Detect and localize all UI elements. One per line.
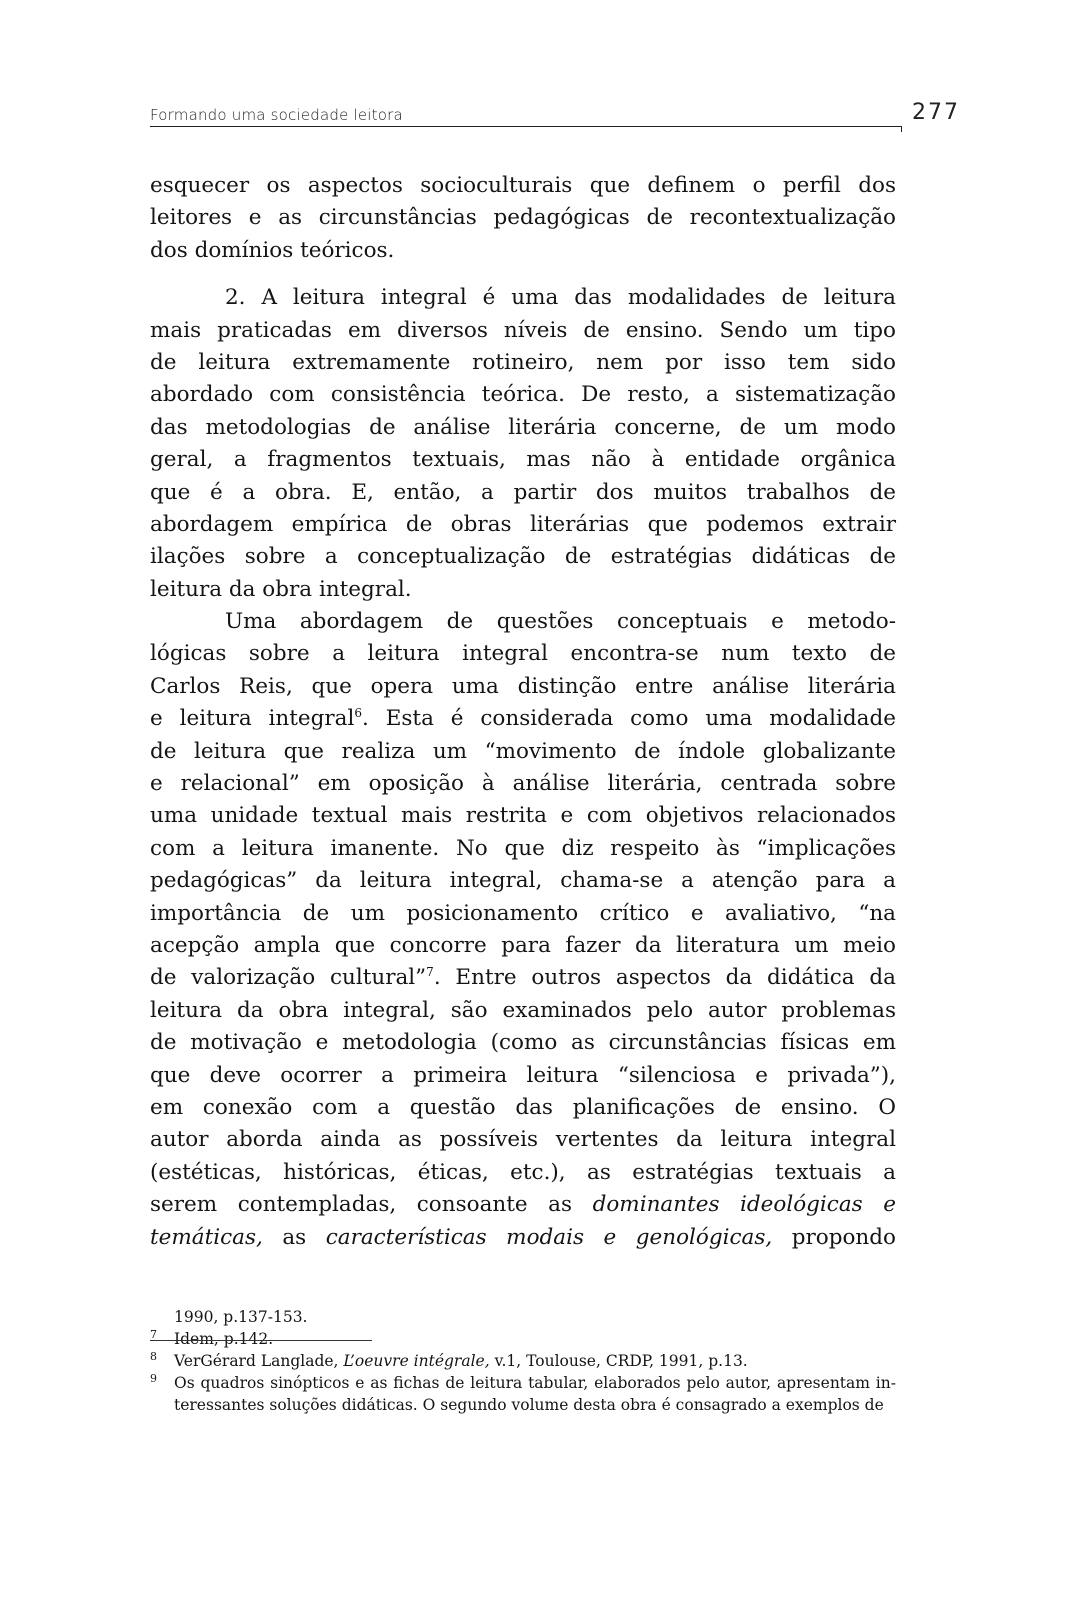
text-line — [150, 703, 896, 735]
header-rule-tick — [901, 126, 903, 132]
italic-segment: características modais e genológicas, — [325, 1224, 773, 1250]
footnote-text: Os quadros sinópticos e as fichas de leitura tabular, elaborados pelo autor, apresentam in- — [174, 1374, 896, 1392]
text-line: esquecer os aspectos socioculturais que definem o perfil dos — [150, 173, 896, 198]
text-line — [150, 1222, 896, 1254]
text-line: de leitura extremamente rotineiro, nem por isso tem sido — [150, 349, 896, 375]
text-line: abordado com consistência teórica. De resto, a sistematização — [150, 382, 896, 408]
page-number: 277 — [912, 100, 960, 125]
running-title: Formando uma sociedade leitora — [150, 106, 403, 124]
text-line: (estéticas, históricas, éticas, etc.), as estratégias textuais a — [150, 1159, 896, 1185]
text-segment: e leitura integral — [150, 706, 355, 732]
footnote-text: Idem, p.142. — [174, 1330, 274, 1348]
italic-segment: temáticas, — [150, 1224, 263, 1250]
running-header — [150, 104, 902, 127]
text-line: ilações sobre a conceptualização de estratégias didáticas de — [150, 544, 896, 570]
footnote-continuation: 1990, p.137-153. — [174, 1308, 308, 1326]
text-line: com a leitura imanente. No que diz respeito às “implicações — [150, 835, 896, 861]
text-line: lógicas sobre a leitura integral encontra-se num texto de — [150, 641, 896, 667]
text-segment: propondo — [772, 1224, 896, 1250]
text-line: geral, a fragmentos textuais, mas não à entidade orgânica — [150, 447, 896, 473]
footnote-ref-7: 7 — [426, 965, 434, 980]
text-line: de leitura que realiza um “movimento de índole globalizante — [150, 738, 896, 764]
text-line: uma unidade textual mais restrita e com objetivos relacionados — [150, 803, 896, 829]
text-line: de motivação e metodologia (como as circunstâncias físicas em — [150, 1030, 896, 1056]
text-line: 2. A leitura integral é uma das modalidades de leitura — [225, 285, 896, 311]
text-line: Uma abordagem de questões conceptuais e metodo- — [225, 609, 896, 635]
text-line — [150, 1189, 896, 1221]
text-line: das metodologias de análise literária concerne, de um modo — [150, 414, 896, 440]
text-segment: . Entre outros aspectos da didática da — [433, 965, 896, 991]
footnotes — [150, 1306, 896, 1416]
text-line: acepção ampla que concorre para fazer da literatura um meio — [150, 932, 896, 958]
text-line: leitura da obra integral, são examinados pelo autor problemas — [150, 997, 896, 1023]
text-line: leitura da obra integral. — [150, 576, 412, 602]
footnote-italic: L’oeuvre intégrale, — [343, 1352, 490, 1370]
text-segment: de valorização cultural” — [150, 965, 427, 991]
text-line: e relacional” em oposição à análise literária, centrada sobre — [150, 771, 896, 797]
body-text — [150, 170, 896, 1254]
text-line: abordagem empírica de obras literárias que podemos extrair — [150, 511, 896, 537]
text-line: mais praticadas em diversos níveis de ensino. Sendo um tipo — [150, 317, 896, 343]
italic-segment: dominantes ideológicas e — [592, 1192, 896, 1218]
text-segment: serem contempladas, consoante as — [150, 1192, 593, 1218]
text-line — [150, 962, 896, 994]
text-segment: as — [262, 1224, 326, 1250]
text-segment: . Esta é considerada como uma modalidade — [362, 706, 896, 732]
text-line: em conexão com a questão das planificações de ensino. O — [150, 1094, 896, 1120]
text-line: importância de um posicionamento crítico e avaliativo, “na — [150, 900, 896, 926]
footnote-8: 8 VerGérard Langlade, L’oeuvre intégrale, v.1, Toulouse, CRDP, 1991, p.13. — [150, 1349, 748, 1370]
text-line: autor aborda ainda as possíveis vertentes da leitura integral — [150, 1127, 896, 1153]
footnote-ref-6: 6 — [354, 706, 362, 721]
text-line: dos domínios teóricos. — [150, 237, 395, 263]
footnote-9: 9 Os quadros sinópticos e as fichas de leitura tabular, elaborados pelo autor, apresentam in- — [150, 1371, 896, 1392]
footnote-text: v.1, Toulouse, CRDP, 1991, p.13. — [489, 1352, 748, 1370]
text-line: que deve ocorrer a primeira leitura “silenciosa e privada”), — [150, 1062, 896, 1088]
footnote-7: 7 Idem, p.142. — [150, 1328, 372, 1350]
footnote-text: VerGérard Langlade, — [174, 1352, 344, 1370]
footnote-text-line: teressantes soluções didáticas. O segundo volume desta obra é consagrado a exemplos de — [174, 1396, 884, 1414]
text-line: pedagógicas” da leitura integral, chama-se a atenção para a — [150, 868, 896, 894]
text-line: que é a obra. E, então, a partir dos muitos trabalhos de — [150, 479, 896, 505]
text-line: leitores e as circunstâncias pedagógicas de recontextualização — [150, 205, 896, 231]
text-line: Carlos Reis, que opera uma distinção entre análise literária — [150, 673, 896, 699]
